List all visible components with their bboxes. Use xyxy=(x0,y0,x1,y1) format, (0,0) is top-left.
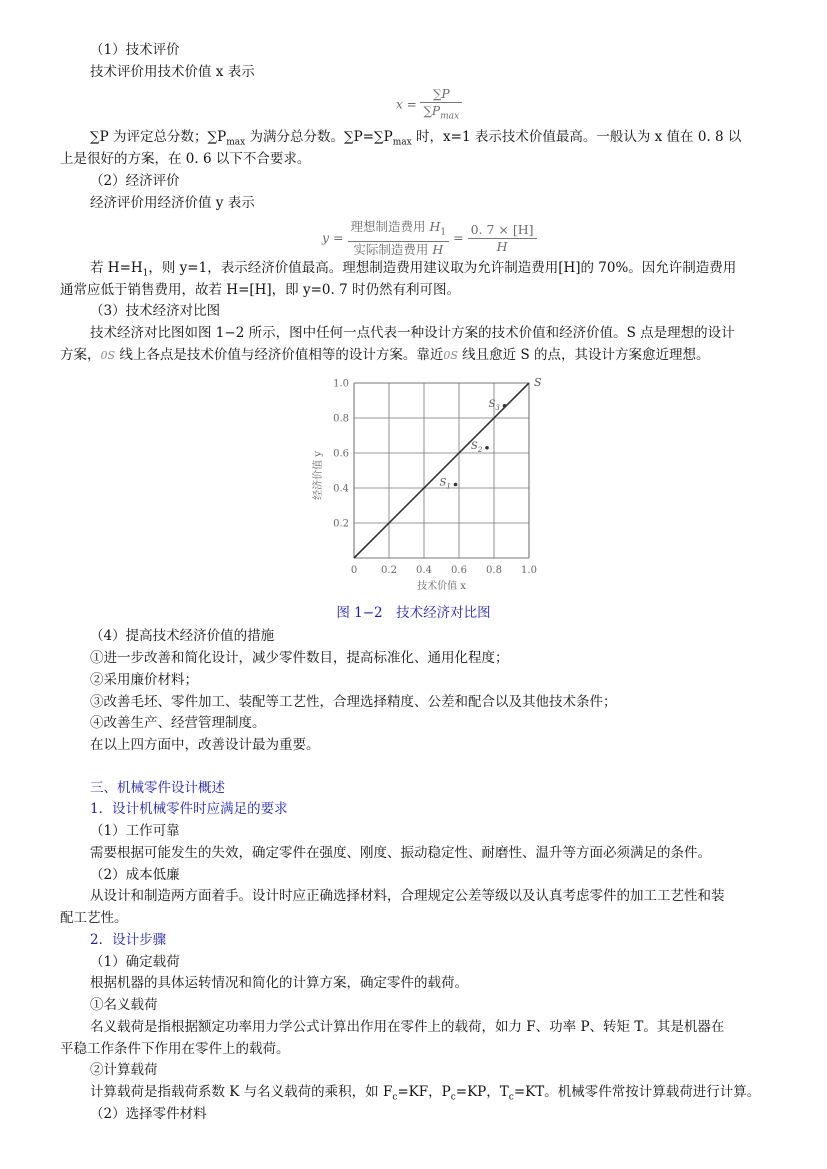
para-calc-load: 计算载荷是指载荷系数 K 与名义载荷的乘积，如 $F_c=KF$，$P_c=KP$，$T_c=KT$。机械零件常按计算载荷进行计算。 xyxy=(90,1084,761,1103)
formula-x-lhs: x = xyxy=(396,97,417,112)
heading-calc-load: ②计算载荷 xyxy=(90,1062,158,1078)
x-tick-label: 1.0 xyxy=(521,565,537,576)
formula-y: y = $\frac{理想制造费用 H_1}{\text{实际制造费用 H}}$ = $\frac{0. 7 \times [H]}{H}$ xyxy=(322,219,537,258)
data-point-label: $S_2$ xyxy=(471,440,483,454)
formula-y-lhs: y = xyxy=(322,229,344,245)
para-econ-line2: 通常应低于销售费用，故若 H=[H]，即 y=0. 7 时仍然有利可图。 xyxy=(60,282,460,298)
os-line-label: 0S xyxy=(100,349,116,362)
data-point xyxy=(454,483,458,487)
para-econ-line1: 若 $H=H_1$，则 y=1，表示经济价值最高。理想制造费用建议取为允许制造费用[H]的 70%。因允许制造费用 xyxy=(90,260,737,279)
os-diagonal-line xyxy=(354,383,529,558)
x-tick-label: 0.6 xyxy=(451,565,467,576)
y-tick-label: 0.6 xyxy=(333,448,349,460)
para-tech-line2: 上是很好的方案，在 0. 6 以下不合要求。 xyxy=(60,151,311,167)
x-tick-label: 0.2 xyxy=(381,565,397,576)
section-heading-3: 三、机械零件设计概述 xyxy=(90,780,225,796)
y-tick-label: 0.2 xyxy=(333,518,349,530)
subsection-heading-requirements: 1．设计机械零件时应满足的要求 xyxy=(90,801,288,817)
data-point xyxy=(485,446,489,450)
formula-x xyxy=(396,86,462,124)
list-item: ④改善生产、经营管理制度。 xyxy=(90,715,266,731)
para-cost-line2: 配工艺性。 xyxy=(60,910,128,926)
para-nominal-line1: 名义载荷是指根据额定功率用力学公式计算出作用在零件上的载荷，如力 F、功率 P、转矩 T。其是机器在 xyxy=(90,1019,725,1035)
formula-x-fraction xyxy=(420,86,462,124)
heading-improve: （4）提高技术经济价值的措施 xyxy=(90,628,275,644)
formula-y-fraction-2: $\frac{0. 7 \times [H]}{H}$ xyxy=(468,222,537,255)
formula-x-numerator: ∑P xyxy=(420,86,462,103)
heading-material: （2）选择零件材料 xyxy=(90,1106,207,1122)
heading-econ-eval: （2）经济评价 xyxy=(90,173,180,189)
data-point-label: $S_3$ xyxy=(488,398,500,412)
x-tick-label: 0.4 xyxy=(416,565,432,576)
y-axis-label: 经济价值 y xyxy=(313,451,324,500)
econ-intro: 经济评价用经济价值 y 表示 xyxy=(90,195,255,211)
y-tick-label: 0.4 xyxy=(333,483,349,495)
x-tick-label: 0.8 xyxy=(486,565,502,576)
para-load: 根据机器的具体运转情况和简化的计算方案，确定零件的载荷。 xyxy=(90,975,468,991)
heading-nominal-load: ①名义载荷 xyxy=(90,997,158,1013)
data-point-label: $S_1$ xyxy=(439,477,451,491)
tech-intro: 技术评价用技术价值 x 表示 xyxy=(90,64,255,80)
data-point xyxy=(503,404,507,408)
list-item: ③改善毛坯、零件加工、装配等工艺性，合理选择精度、公差和配合以及其他技术条件； xyxy=(90,694,617,710)
x-axis-label: 技术价值 x xyxy=(417,581,466,592)
para-tech-line1: ∑P 为评定总分数；$\sum P_{max}$ 为满分总分数。$\sum P=\sum P_{max}$ 时，x=1 表示技术价值最高。一般认为 x 值在 0. 8 以 xyxy=(90,129,742,148)
x-tick-label: 0 xyxy=(350,565,358,576)
os-line-label: 0S xyxy=(443,349,458,362)
heading-cost: （2）成本低廉 xyxy=(90,867,180,883)
figure-caption: 图 1−2 技术经济对比图 xyxy=(336,605,491,621)
formula-x-denominator: $\sum P_{max}$ xyxy=(423,104,460,122)
para-nominal-line2: 平稳工作条件下作用在零件上的载荷。 xyxy=(60,1041,290,1057)
heading-reliable: （1）工作可靠 xyxy=(90,823,180,839)
para-compare-line1: 技术经济对比图如图 1−2 所示，图中任何一点代表一种设计方案的技术价值和经济价值。S 点是理想的设计 xyxy=(90,325,735,341)
conclusion: 在以上四方面中，改善设计最为重要。 xyxy=(90,737,320,753)
para-reliable: 需要根据可能发生的失效，确定零件在强度、刚度、振动稳定性、耐磨性、温升等方面必须满足的条件。 xyxy=(90,845,711,861)
point-label-s: S xyxy=(534,376,542,389)
heading-compare: （3）技术经济对比图 xyxy=(90,303,221,319)
list-item: ①进一步改善和简化设计，减少零件数目，提高标准化、通用化程度； xyxy=(90,650,509,666)
formula-y-fraction-1: $\frac{理想制造费用 H_1}{\text{实际制造费用 H}}$ xyxy=(348,219,450,258)
y-tick-label: 0.8 xyxy=(333,413,349,425)
list-item: ②采用廉价材料； xyxy=(90,672,198,688)
subsection-heading-steps: 2．设计步骤 xyxy=(90,932,167,948)
para-cost-line1: 从设计和制造两方面着手。设计时应正确选择材料，合理规定公差等级以及认真考虑零件的加工工艺性和装 xyxy=(90,888,725,904)
para-compare-line2: 方案，0S 线上各点是技术价值与经济价值相等的设计方案。靠近0S 线且愈近 S 的点，其设计方案愈近理想。 xyxy=(60,347,710,363)
tech-econ-chart xyxy=(300,370,550,592)
heading-load: （1）确定载荷 xyxy=(90,954,180,970)
heading-tech-eval: （1）技术评价 xyxy=(90,42,180,58)
y-tick-label: 1.0 xyxy=(333,378,349,390)
